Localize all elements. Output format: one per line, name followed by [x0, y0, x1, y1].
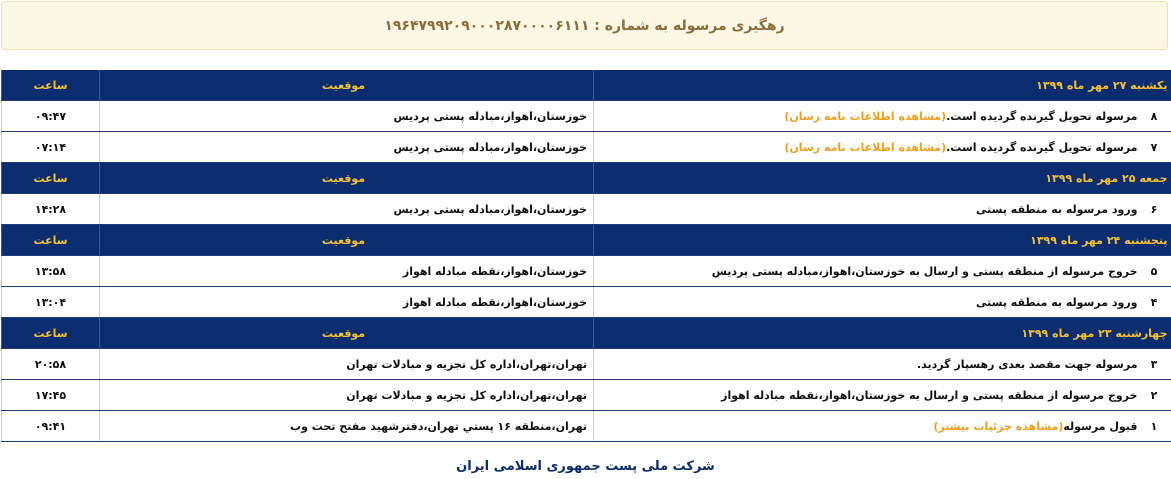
location-cell: تهران،منطقه ۱۶ پستي تهران،دفترشهید مفتح تحت وب	[100, 411, 594, 442]
status-text: ورود مرسوله به منطقه پستی	[976, 202, 1138, 216]
time-cell: ۰۹:۴۷	[2, 101, 100, 132]
tracking-title: رهگیری مرسوله به شماره : ۱۹۶۴۷۹۹۲۰۹۰۰۰۲۸۷۰۰۰۰۶۱۱۱	[384, 17, 785, 34]
time-cell: ۱۷:۴۵	[2, 380, 100, 411]
footer-company-name: شرکت ملی پست جمهوری اسلامی ایران	[456, 459, 715, 474]
time-cell: ۰۹:۴۱	[2, 411, 100, 442]
location-cell: خوزستان،اهواز،مبادله پستی پردیس	[100, 101, 594, 132]
details-link[interactable]: (مشاهده جزئیات بیشتر)	[933, 419, 1064, 433]
location-cell: تهران،تهران،اداره کل تجزیه و مبادلات تهران	[100, 349, 594, 380]
time-cell: ۱۴:۲۸	[2, 194, 100, 225]
status-cell	[594, 287, 1138, 318]
step-number: ۵	[1138, 256, 1171, 287]
location-column-header: موقعیت	[100, 318, 594, 349]
time-column-header: ساعت	[2, 225, 100, 256]
step-number: ۳	[1138, 349, 1171, 380]
table-row	[2, 132, 1171, 163]
location-cell: خوزستان،اهواز،نقطه مبادله اهواز	[100, 287, 594, 318]
time-cell: ۲۰:۵۸	[2, 349, 100, 380]
step-number: ۴	[1138, 287, 1171, 318]
time-cell: ۱۳:۰۴	[2, 287, 100, 318]
time-column-header: ساعت	[2, 70, 100, 101]
status-text: خروج مرسوله از منطقه پستی و ارسال به خوزستان،اهواز،مبادله پستی پردیس	[711, 264, 1138, 278]
location-cell: خوزستان،اهواز،مبادله پستی پردیس	[100, 132, 594, 163]
date-group-header	[2, 163, 1171, 194]
step-number: ۱	[1138, 411, 1171, 442]
status-cell	[594, 194, 1138, 225]
location-column-header: موقعیت	[100, 225, 594, 256]
status-text: خروج مرسوله از منطقه پستی و ارسال به خوزستان،اهواز،نقطه مبادله اهواز	[721, 388, 1138, 402]
status-text: قبول مرسوله	[1063, 419, 1138, 433]
time-cell: ۱۳:۵۸	[2, 256, 100, 287]
details-link[interactable]: (مشاهده اطلاعات نامه رسان)	[784, 109, 947, 123]
step-number: ۲	[1138, 380, 1171, 411]
time-column-header: ساعت	[2, 163, 100, 194]
date-group-header	[2, 70, 1171, 101]
status-cell	[594, 411, 1138, 442]
details-link[interactable]: (مشاهده اطلاعات نامه رسان)	[784, 140, 947, 154]
status-cell	[594, 101, 1138, 132]
status-cell	[594, 380, 1138, 411]
step-number: ۶	[1138, 194, 1171, 225]
status-cell	[594, 349, 1138, 380]
step-number: ۸	[1138, 101, 1171, 132]
date-header: چهارشنبه ۲۳ مهر ماه ۱۳۹۹	[594, 318, 1171, 349]
time-column-header: ساعت	[2, 318, 100, 349]
table-row	[2, 256, 1171, 287]
status-text: مرسوله جهت مقصد بعدی رهسپار گردید.	[917, 357, 1138, 371]
tracking-banner	[1, 1, 1168, 50]
status-text: مرسوله تحویل گیرنده گردیده است.	[946, 109, 1138, 123]
location-cell: تهران،تهران،اداره کل تجزیه و مبادلات تهران	[100, 380, 594, 411]
step-number: ۷	[1138, 132, 1171, 163]
time-cell: ۰۷:۱۴	[2, 132, 100, 163]
status-cell	[594, 256, 1138, 287]
status-text: مرسوله تحویل گیرنده گردیده است.	[946, 140, 1138, 154]
date-group-header	[2, 225, 1171, 256]
table-row	[2, 287, 1171, 318]
tracking-table	[1, 70, 1171, 442]
location-column-header: موقعیت	[100, 163, 594, 194]
date-group-header	[2, 318, 1171, 349]
status-cell	[594, 132, 1138, 163]
table-row	[2, 380, 1171, 411]
table-row	[2, 349, 1171, 380]
date-header: یکشنبه ۲۷ مهر ماه ۱۳۹۹	[594, 70, 1171, 101]
table-row	[2, 101, 1171, 132]
table-row	[2, 194, 1171, 225]
location-cell: خوزستان،اهواز،مبادله پستی پردیس	[100, 194, 594, 225]
date-header: جمعه ۲۵ مهر ماه ۱۳۹۹	[594, 163, 1171, 194]
table-row	[2, 411, 1171, 442]
date-header: پنجشنبه ۲۴ مهر ماه ۱۳۹۹	[594, 225, 1171, 256]
location-column-header: موقعیت	[100, 70, 594, 101]
location-cell: خوزستان،اهواز،نقطه مبادله اهواز	[100, 256, 594, 287]
status-text: ورود مرسوله به منطقه پستی	[976, 295, 1138, 309]
